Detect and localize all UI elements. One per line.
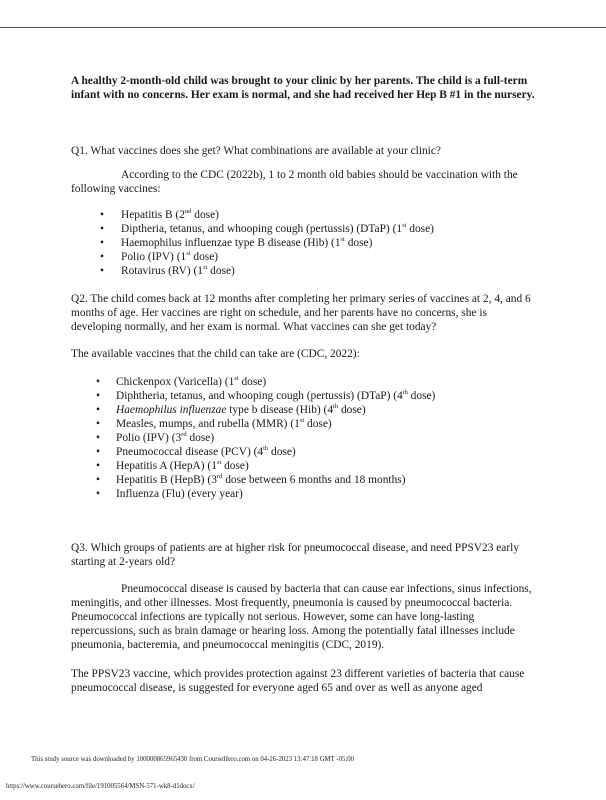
source-url-link[interactable]: https://www.coursehero.com/file/191005564/MSN-571-wk8-d1docx/ bbox=[6, 783, 195, 790]
item-text-end: dose) bbox=[238, 376, 267, 388]
item-text: Rotavirus (RV) (1 bbox=[121, 265, 203, 277]
question-1: Q1. What vaccines does she get? What combinations are available at your clinic? bbox=[71, 145, 441, 157]
item-text: Measles, mumps, and rubella (MMR) (1 bbox=[116, 418, 300, 430]
item-text-end: dose) bbox=[268, 446, 296, 458]
item-text-end: dose) bbox=[190, 251, 219, 263]
item-text: Pneumococcal disease (PCV) (4 bbox=[116, 446, 264, 458]
item-text: Chickenpox (Varicella) (1 bbox=[116, 376, 235, 388]
header-rule bbox=[0, 27, 606, 28]
item-text: Haemophilus influenzae type B disease (Hib) (1 bbox=[121, 237, 341, 249]
item-text: Polio (IPV) (3 bbox=[116, 432, 182, 444]
answer-3-paragraph-2: The PPSV23 vaccine, which provides protection against 23 different varieties of bacteria that cause pneumococcal disease, is suggested for everyone aged 65 and over as well as anyone aged bbox=[71, 668, 525, 694]
item-text-end: dose) bbox=[407, 390, 436, 402]
question-3: Q3. Which groups of patients are at higher risk for pneumococcal disease, and need PPSV23 early starting at 2-years old? bbox=[71, 542, 520, 568]
ordinal-suffix: st bbox=[402, 222, 407, 230]
list-item bbox=[71, 459, 537, 473]
item-text: Diphtheria, tetanus, and whooping cough (pertussis) (DTaP) (4 bbox=[116, 390, 403, 402]
item-text: Diptheria, tetanus, and whooping cough (pertussis) (DTaP) (1 bbox=[121, 223, 403, 235]
item-text-end: dose) bbox=[338, 404, 366, 416]
item-text-end: dose) bbox=[304, 418, 332, 430]
item-text: Hepatitis B (2 bbox=[121, 209, 185, 221]
ordinal-suffix: st bbox=[340, 236, 345, 244]
item-text-end: dose) bbox=[406, 223, 434, 235]
answer-1: According to the CDC (2022b), 1 to 2 month old babies should be vaccination with the following vaccines: bbox=[71, 169, 518, 195]
answer-2: The available vaccines that the child can take are (CDC, 2022): bbox=[71, 348, 360, 360]
vaccine-list-2-month bbox=[71, 208, 537, 278]
ordinal-suffix: rd bbox=[181, 431, 187, 439]
list-item bbox=[71, 236, 537, 250]
item-text-end: dose) bbox=[344, 237, 373, 249]
ordinal-suffix: st bbox=[186, 250, 191, 258]
item-text-end: dose) bbox=[191, 209, 219, 221]
list-item bbox=[71, 487, 537, 501]
ordinal-suffix: st bbox=[234, 375, 239, 383]
list-item bbox=[71, 403, 537, 417]
list-item bbox=[71, 431, 537, 445]
item-text-end: dose) bbox=[207, 265, 235, 277]
item-text-end: dose) bbox=[221, 460, 249, 472]
list-item bbox=[71, 208, 537, 222]
case-intro: A healthy 2-month-old child was brought to your clinic by her parents. The child is a full-term infant with no concerns. Her exam is normal, and she had received her Hep B #1 in the nursery. bbox=[71, 75, 535, 101]
ordinal-suffix: rd bbox=[216, 473, 223, 481]
item-text: Influenza (Flu) (every year) bbox=[116, 488, 243, 500]
list-item bbox=[71, 250, 537, 264]
item-text: Hepatitis B (HepB) (3 bbox=[116, 474, 217, 486]
list-item bbox=[71, 473, 537, 487]
list-item bbox=[71, 222, 537, 236]
question-2: Q2. The child comes back at 12 months after completing her primary series of vaccines at 2, 4, and 6 months of age. Her vaccines are right on schedule, and her parents have no concerns, she is developing normally, and her exam is normal. What vaccines can she get today? bbox=[71, 293, 531, 333]
ordinal-suffix: nd bbox=[184, 208, 192, 216]
download-notice: This study source was downloaded by 100000865965430 from CourseHero.com on 04-26-2023 13:47:18 GMT -05:00 bbox=[31, 756, 355, 763]
ordinal-suffix: st bbox=[299, 417, 305, 425]
list-item bbox=[71, 389, 537, 403]
item-text: Polio (IPV) (1 bbox=[121, 251, 187, 263]
vaccine-list-12-month bbox=[71, 375, 537, 501]
item-text: type b disease (Hib) (4 bbox=[226, 404, 334, 416]
ordinal-suffix: th bbox=[263, 445, 269, 453]
ordinal-suffix: st bbox=[216, 459, 222, 467]
item-text-end: dose between 6 months and 18 months) bbox=[222, 474, 406, 486]
item-text-end: dose) bbox=[186, 432, 215, 444]
ordinal-suffix: st bbox=[202, 264, 208, 272]
list-item bbox=[71, 417, 537, 431]
ordinal-suffix: th bbox=[333, 403, 339, 411]
list-item bbox=[71, 445, 537, 459]
document-body bbox=[71, 74, 537, 695]
item-text: Hepatitis A (HepA) (1 bbox=[116, 460, 217, 472]
ordinal-suffix: th bbox=[402, 389, 408, 397]
italic-term: Haemophilus influenzae bbox=[116, 404, 227, 416]
list-item bbox=[71, 264, 537, 278]
list-item bbox=[71, 375, 537, 389]
answer-3-paragraph-1: Pneumococcal disease is caused by bacteria that can cause ear infections, sinus infections, meningitis, and other illnesses. Most frequently, pneumonia is caused by pneumococcal bacteria. Pneumococcal infections are typically not serious. However, some can have long-lasting repercussions, such as brain damage or hearing loss. Among the potentially fatal illnesses include pneumonia, bacteremia, and pneumococcal meningitis (CDC, 2019). bbox=[71, 583, 532, 651]
